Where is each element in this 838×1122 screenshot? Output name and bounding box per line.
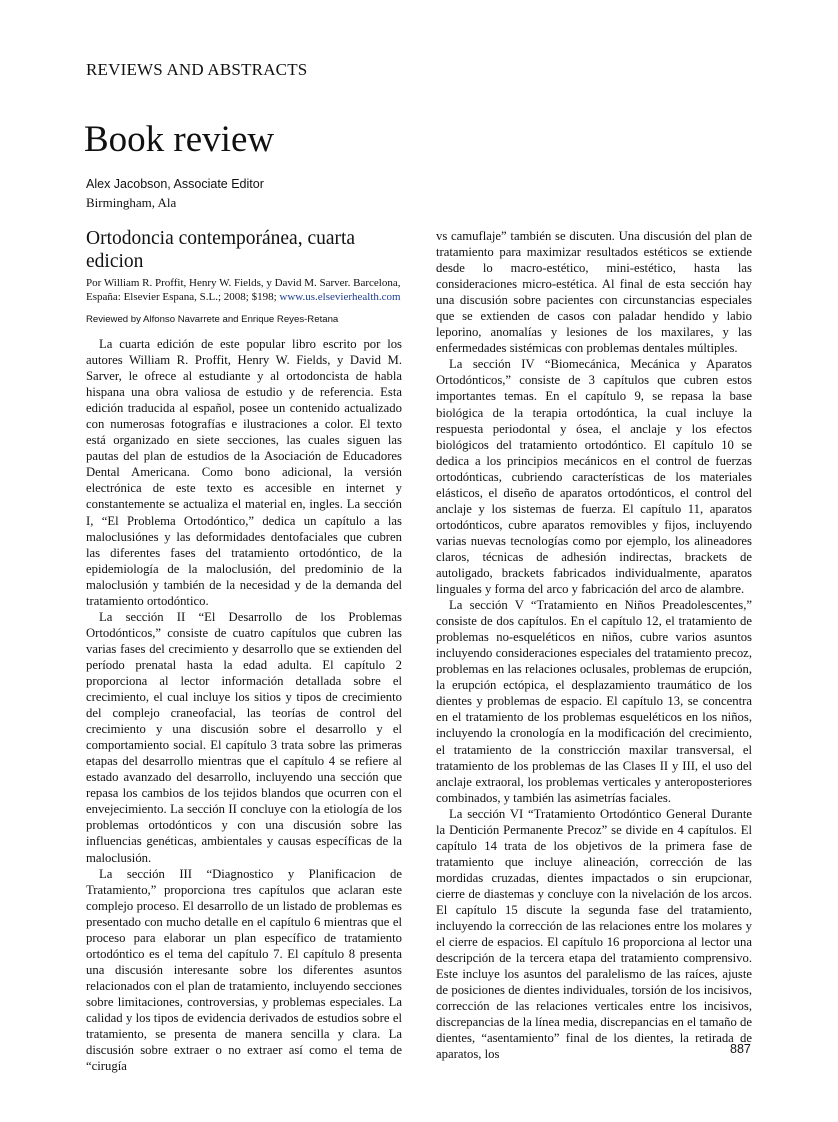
book-meta xyxy=(86,276,402,304)
publisher-link[interactable]: www.us.elsevierhealth.com xyxy=(279,291,401,303)
left-column xyxy=(86,228,402,1074)
paragraph: La sección II “El Desarrollo de los Problemas Ortodónticos,” consiste de cuatro capítulos que cubren las varias fases del crecimiento y desarrollo que se extienden del período prenatal hasta la edad adulta. El capítulo 2 proporciona al lector información detallada sobre el crecimiento, el cual incluye los sitios y tipos de crecimiento del complejo craneofacial, las teorías de control del crecimiento y una discusión sobre el desarrollo y el comportamiento social. El capítulo 3 trata sobre las primeras etapas del desarrollo mientras que el capítulo 4 se refiere al estado avanzado del desarrollo, incluyendo una sección que repasa los cambios de los tejidos blandos que ocurren con el envejecimiento. La sección II concluye con la etiología de los problemas ortodónticos y con una discusión sobre las influencias genéticas, ambientales y causas específicas de la maloclusión. xyxy=(86,609,402,865)
paragraph: La sección VI “Tratamiento Ortodóntico General Durante la Dentición Permanente Precoz” se divide en 4 capítulos. El capítulo 14 trata de los objetivos de la primera fase de tratamiento que incluye alineación, corrección de las mordidas cruzadas, dientes impactados o sin erupcionar, cierre de diastemas y concluye con la nivelación de los arcos. El capítulo 15 discute la segunda fase del tratamiento, incluyendo la corrección de las relaciones entre los molares y el cierre de espacios. El capítulo 16 proporciona al lector una descripción de la tercera etapa del tratamiento comprensivo. Este incluye los asuntos del paralelismo de las raíces, ajuste de posiciones de dientes individuales, torsión de los incisivos, corrección de las relaciones verticales entre los incisivos, discrepancias de la línea media, discrepancias en el tamaño de dientes, “asentamiento” final de los dientes, la retirada de aparatos, los xyxy=(436,806,752,1062)
paragraph: vs camuflaje” también se discuten. Una discusión del plan de tratamiento para maximizar resultados estéticos se extiende desde lo macro-estético, mini-estético, hasta las consideraciones micro-estética. Al final de esta sección hay una discusión sobre pacientes con circunstancias especiales que se extienden de casos con paladar hendido y labio leporino, anomalías y lesiones de los maxilares, y las enfermedades sistémicas con problemas dentales múltiples. xyxy=(436,229,752,356)
page-title: Book review xyxy=(84,119,275,160)
reviewers: Reviewed by Alfonso Navarrete and Enrique Reyes-Retana xyxy=(86,314,339,325)
paragraph: La sección III “Diagnostico y Planificacion de Tratamiento,” proporciona tres capítulos que aclaran este complejo proceso. El desarrollo de un listado de problemas es presentado con mucho detalle en el capítulo 6 mientras que el proceso para elaborar un plan específico de tratamiento ortodóntico es el tema del capítulo 7. El capítulo 8 presenta una discusión interesante sobre los diferentes asuntos relacionados con el plan de tratamiento, incluyendo secciones sobre limitaciones, controversias, y problemas especiales. La calidad y los tipos de evidencia derivados de estudios sobre el tratamiento, se presenta de manera sencilla y clara. La discusión sobre extraer o no extraer así como el tema de “cirugía xyxy=(86,866,402,1074)
page-number: 887 xyxy=(730,1042,751,1056)
paragraph: La sección V “Tratamiento en Niños Preadolescentes,” consiste de dos capítulos. En el capítulo 12, el tratamiento de problemas no-esqueléticos en niños, cubre varios asuntos incluyendo consideraciones especiales del tratamiento precoz, problemas en las relaciones oclusales, problemas de erupción, la erupción ectópica, el desplazamiento traumático de los dientes y problemas de espacio. El capítulo 13, se concentra en el tratamiento de los problemas esqueléticos en los niños, incluyendo la cronología en la modificación del crecimiento, el tratamiento de la constricción maxilar transversal, el tratamiento de los problemas de las Clases II y III, el uso del anclaje extraoral, los problemas verticales y anteroposteriores combinados, y también las asimetrías faciales. xyxy=(436,598,752,805)
section-label: REVIEWS AND ABSTRACTS xyxy=(86,60,308,79)
right-column xyxy=(436,228,752,1062)
book-title: Ortodoncia contemporánea, cuarta edicion xyxy=(86,228,356,272)
associate-editor: Alex Jacobson, Associate Editor xyxy=(86,177,264,191)
editor-location: Birmingham, Ala xyxy=(86,195,177,210)
paragraph: La sección IV “Biomecánica, Mecánica y Aparatos Ortodónticos,” consiste de 3 capítulos que cubren estos importantes temas. En el capítulo 9, se repasa la base biológica de la terapia ortodóntica, la cual incluye la respuesta periodontal y ósea, el anclaje y los efectos biológicos del tratamiento ortodóntico. El capítulo 10 se dedica a los principios mecánicos en el control de fuerzas ortodónticas, cubriendo características de los materiales elásticos, el diseño de aparatos ortodónticos, el control del anclaje y los sistemas de fuerza. El capítulo 11, aparatos ortodónticos, cubre aparatos removibles y fijos, incluyendo varias nuevas tecnologías como por ejemplo, los alineadores claros, técnicas de adhesión indirectas, brackets de autoligado, brackets fabricados individualmente, aparatos linguales y forma del arco y fabricación del arco de alambre. xyxy=(436,357,752,597)
paragraph: La cuarta edición de este popular libro escrito por los autores William R. Proffit, Henry W. Fields, y David M. Sarver, le ofrece al estudiante y al ortodoncista de habla hispana una obra valiosa de estudio y de referencia. Esta edición traducida al español, posee un contenido actualizado con numerosas fotografías e ilustraciones a color. El texto está organizado en siete secciones, las cuales siguen las pautas del plan de estudios de la Asociación de Educadores Dental Americana. Como bono adicional, la versión electrónica de este texto es accesible en internet y constantemente se actualiza el material en, ingles. La sección I, “El Problema Ortodóntico,” dedica un capítulo a las maloclusiónes y las deformidades dentofaciales que cubren las diferentes fases del tratamiento ortodóntico, de la epidemiología de la maloclusión, del predominio de la maloclusión y también de la necesidad y de la demanda del tratamiento ortodóntico. xyxy=(86,337,402,608)
book-citation: Por William R. Proffit, Henry W. Fields, y David M. Sarver. Barcelona, España: Elsevier Espana, S.L.; 2008; $198; xyxy=(86,277,401,303)
